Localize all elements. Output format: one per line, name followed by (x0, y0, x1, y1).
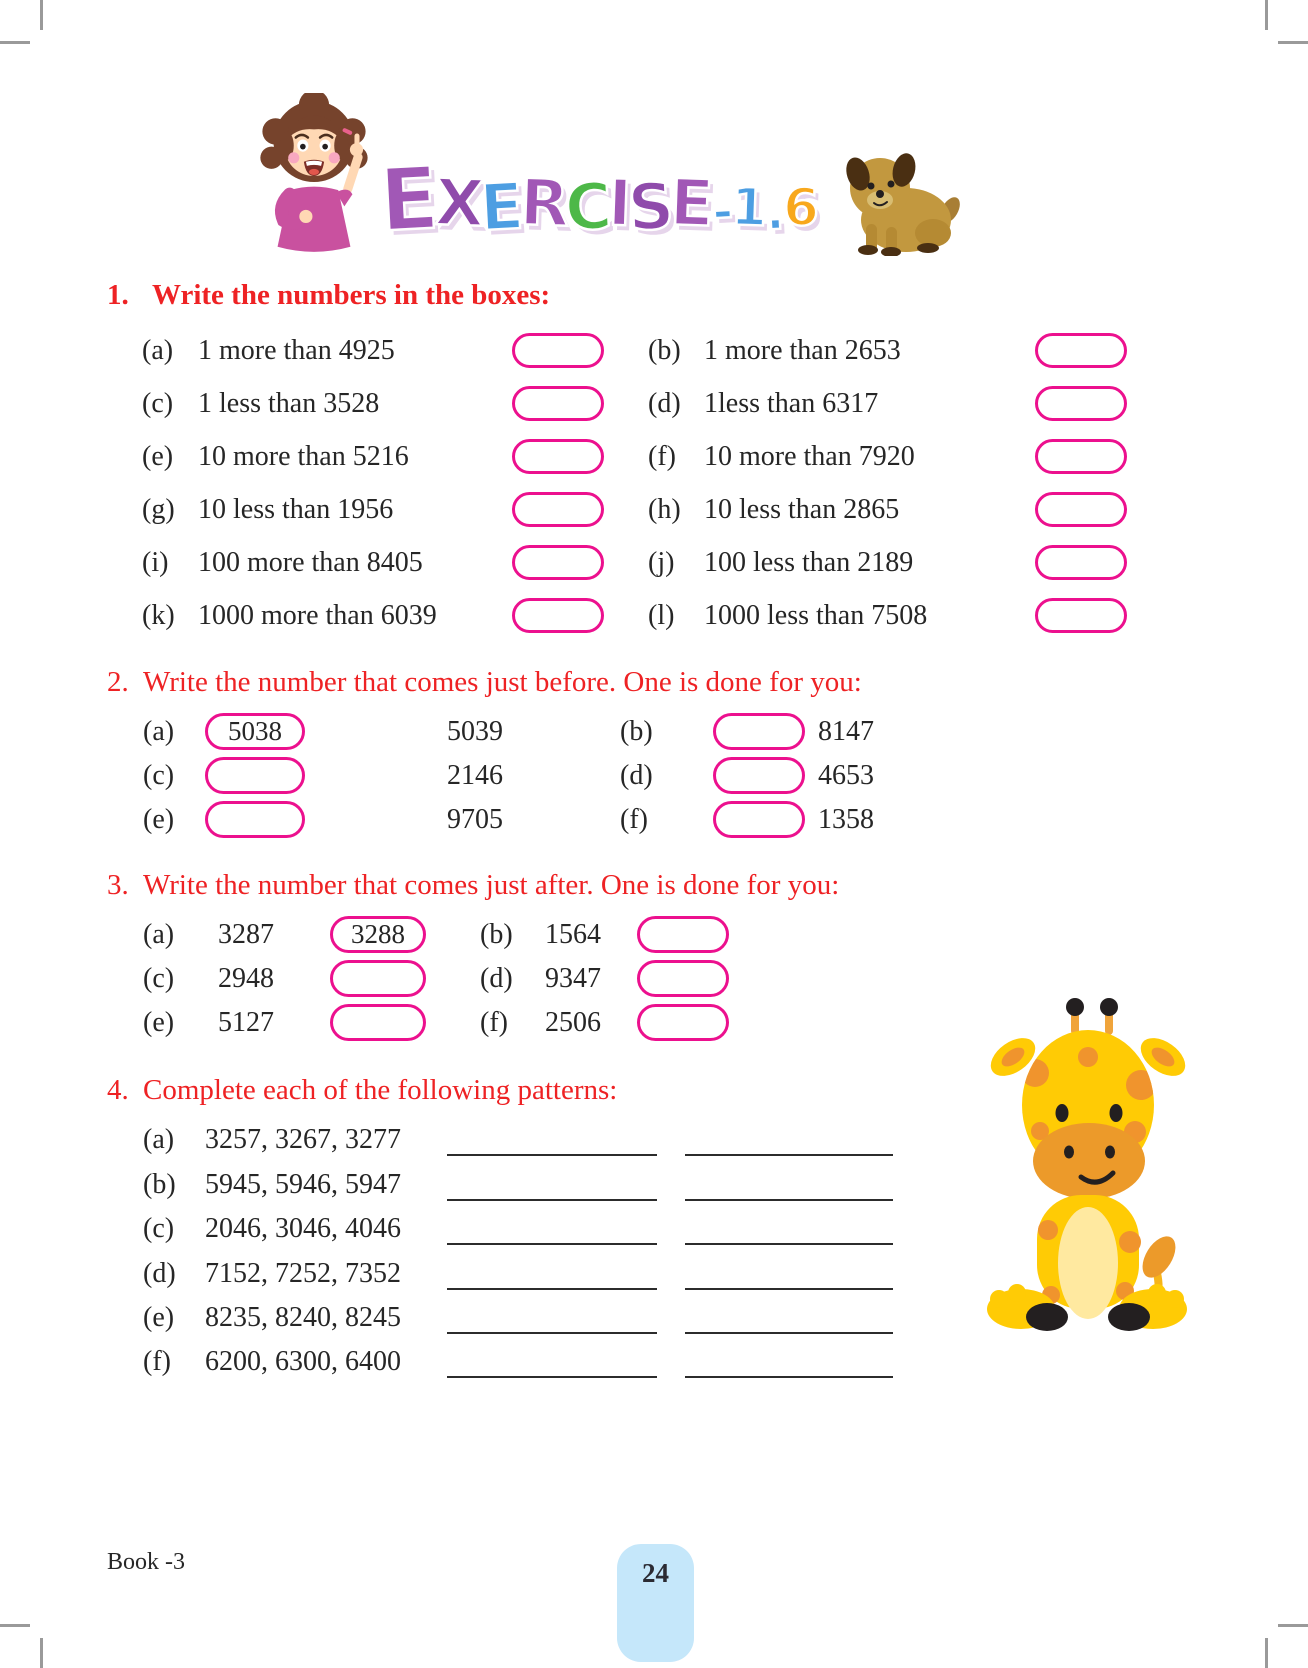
crop-mark (1278, 41, 1308, 44)
item-label: (f) (143, 1346, 171, 1377)
item-label: (f) (480, 1007, 508, 1038)
given-number: 5127 (218, 1007, 274, 1038)
question-item (648, 598, 927, 633)
crop-mark (40, 0, 43, 30)
question-item (648, 333, 901, 368)
answer-box[interactable] (330, 960, 426, 997)
pattern-blank[interactable] (685, 1121, 893, 1156)
pattern-blank[interactable] (685, 1299, 893, 1334)
given-number: 1564 (545, 919, 601, 950)
item-label: (f) (620, 804, 648, 835)
item-text: 10 more than 5216 (198, 441, 409, 472)
exercise-number-char: . (763, 181, 787, 243)
item-label: (f) (648, 441, 676, 472)
given-number: 2948 (218, 963, 274, 994)
answer-box[interactable] (713, 801, 805, 838)
given-number: 9705 (447, 804, 503, 835)
item-text: 10 more than 7920 (704, 441, 915, 472)
given-number: 5039 (447, 716, 503, 747)
question-item (648, 386, 878, 421)
answer-box[interactable] (330, 1004, 426, 1041)
item-label: (j) (648, 547, 675, 578)
question-item (142, 598, 437, 633)
item-label: (d) (143, 1258, 176, 1289)
given-number: 1358 (818, 804, 874, 835)
question-item (142, 439, 409, 474)
crop-mark (1265, 0, 1268, 30)
given-number: 9347 (545, 963, 601, 994)
item-text: 1 less than 3528 (198, 388, 380, 419)
exercise-number-char: 6 (782, 177, 821, 239)
item-label: (g) (142, 494, 175, 525)
answer-box[interactable] (637, 1004, 729, 1041)
item-label: (a) (143, 1124, 175, 1155)
item-label: (e) (143, 1007, 175, 1038)
item-label: (e) (143, 804, 175, 835)
section-number: 1. (107, 279, 129, 311)
answer-box[interactable] (512, 545, 604, 580)
answer-box[interactable] (205, 801, 305, 838)
pattern-sequence: 6200, 6300, 6400 (205, 1346, 401, 1377)
page-number-tab (617, 1544, 694, 1662)
item-label: (b) (143, 1169, 176, 1200)
section-number: 4. (107, 1074, 129, 1106)
answer-box[interactable] (205, 713, 305, 750)
item-label: (a) (143, 716, 175, 747)
pattern-sequence: 8235, 8240, 8245 (205, 1302, 401, 1333)
pattern-blank[interactable] (685, 1210, 893, 1245)
exercise-title-letter: R (518, 166, 571, 242)
item-label: (d) (648, 388, 681, 419)
section-title: Write the number that comes just after. One is done for you: (143, 869, 840, 901)
answer-box[interactable] (637, 960, 729, 997)
item-text: 100 less than 2189 (704, 547, 914, 578)
exercise-title-letter: X (433, 166, 486, 242)
pattern-blank[interactable] (447, 1210, 657, 1245)
pattern-blank[interactable] (447, 1299, 657, 1334)
pattern-blank[interactable] (685, 1343, 893, 1378)
item-text: 1000 more than 6039 (198, 600, 437, 631)
answer-box[interactable] (512, 598, 604, 633)
answer-box[interactable] (512, 386, 604, 421)
question-item (648, 439, 915, 474)
page-number: 24 (642, 1558, 669, 1588)
item-label: (k) (142, 600, 175, 631)
section-title: Write the numbers in the boxes: (152, 279, 551, 311)
item-label: (d) (620, 760, 653, 791)
question-item (142, 386, 379, 421)
item-label: (e) (142, 441, 174, 472)
answer-box[interactable] (713, 713, 805, 750)
item-label: (c) (142, 388, 174, 419)
exercise-number-char: - (710, 181, 735, 243)
item-label: (c) (143, 760, 175, 791)
item-label: (e) (143, 1302, 175, 1333)
given-number: 3287 (218, 919, 274, 950)
section-1-heading (107, 279, 550, 312)
given-number: 8147 (818, 716, 874, 747)
answer-box[interactable] (1035, 598, 1127, 633)
item-text: 1 more than 4925 (198, 335, 395, 366)
exercise-number-char: 1 (730, 177, 769, 239)
exercise-title-letter: E (377, 148, 442, 252)
item-text: 1less than 6317 (704, 388, 879, 419)
pattern-blank[interactable] (685, 1166, 893, 1201)
answer-box[interactable] (1035, 386, 1127, 421)
answer-box[interactable] (512, 333, 604, 368)
question-item (142, 333, 395, 368)
given-number: 2146 (447, 760, 503, 791)
pattern-sequence: 3257, 3267, 3277 (205, 1124, 401, 1155)
given-number: 4653 (818, 760, 874, 791)
answer-box[interactable] (205, 757, 305, 794)
section-3-heading (107, 869, 839, 902)
section-number: 3. (107, 869, 129, 901)
pattern-blank[interactable] (685, 1255, 893, 1290)
crop-mark (40, 1638, 43, 1668)
answer-box[interactable] (512, 439, 604, 474)
girl-pointing-illustration (255, 93, 375, 263)
answer-box[interactable] (637, 916, 729, 953)
answer-box[interactable] (713, 757, 805, 794)
pattern-blank[interactable] (447, 1343, 657, 1378)
answer-box[interactable] (330, 916, 426, 953)
item-text: 100 more than 8405 (198, 547, 423, 578)
item-label: (c) (143, 1213, 175, 1244)
giraffe-illustration (985, 995, 1190, 1335)
answer-box[interactable] (512, 492, 604, 527)
section-2-heading (107, 666, 862, 699)
exercise-title-letter: I (606, 166, 634, 242)
question-item (648, 545, 913, 580)
item-label: (b) (620, 716, 653, 747)
item-label: (b) (480, 919, 513, 950)
item-label: (a) (142, 335, 174, 366)
question-item (142, 545, 423, 580)
answer-box[interactable] (1035, 545, 1127, 580)
item-text: 1000 less than 7508 (704, 600, 928, 631)
item-label: (a) (143, 919, 175, 950)
answer-text: 5038 (228, 716, 282, 746)
answer-box[interactable] (1035, 439, 1127, 474)
answer-text: 3288 (351, 919, 405, 949)
exercise-title-letter: E (668, 166, 715, 242)
exercise-title-letter: S (625, 169, 676, 247)
pattern-sequence: 2046, 3046, 4046 (205, 1213, 401, 1244)
puppy-illustration (838, 148, 963, 256)
pattern-sequence: 5945, 5946, 5947 (205, 1169, 401, 1200)
pattern-blank[interactable] (447, 1255, 657, 1290)
item-text: 10 less than 2865 (704, 494, 900, 525)
crop-mark (0, 1624, 30, 1627)
pattern-blank[interactable] (447, 1121, 657, 1156)
pattern-sequence: 7152, 7252, 7352 (205, 1258, 401, 1289)
section-title: Write the number that comes just before. One is done for you: (143, 666, 862, 698)
item-text: 1 more than 2653 (704, 335, 901, 366)
section-number: 2. (107, 666, 129, 698)
item-label: (l) (648, 600, 675, 631)
exercise-title-letter: E (478, 169, 526, 247)
book-label: Book -3 (107, 1549, 185, 1575)
item-label: (i) (142, 547, 169, 578)
item-label: (h) (648, 494, 681, 525)
given-number: 2506 (545, 1007, 601, 1038)
crop-mark (0, 41, 30, 44)
answer-box[interactable] (1035, 492, 1127, 527)
exercise-title (377, 148, 821, 252)
item-label: (d) (480, 963, 513, 994)
section-4-heading (107, 1074, 617, 1107)
item-label: (b) (648, 335, 681, 366)
section-title: Complete each of the following patterns: (143, 1074, 618, 1106)
item-label: (c) (143, 963, 175, 994)
pattern-blank[interactable] (447, 1166, 657, 1201)
question-item (142, 492, 393, 527)
answer-box[interactable] (1035, 333, 1127, 368)
item-text: 10 less than 1956 (198, 494, 394, 525)
question-item (648, 492, 899, 527)
crop-mark (1278, 1624, 1308, 1627)
exercise-title-letter: C (563, 169, 614, 247)
crop-mark (1265, 1638, 1268, 1668)
